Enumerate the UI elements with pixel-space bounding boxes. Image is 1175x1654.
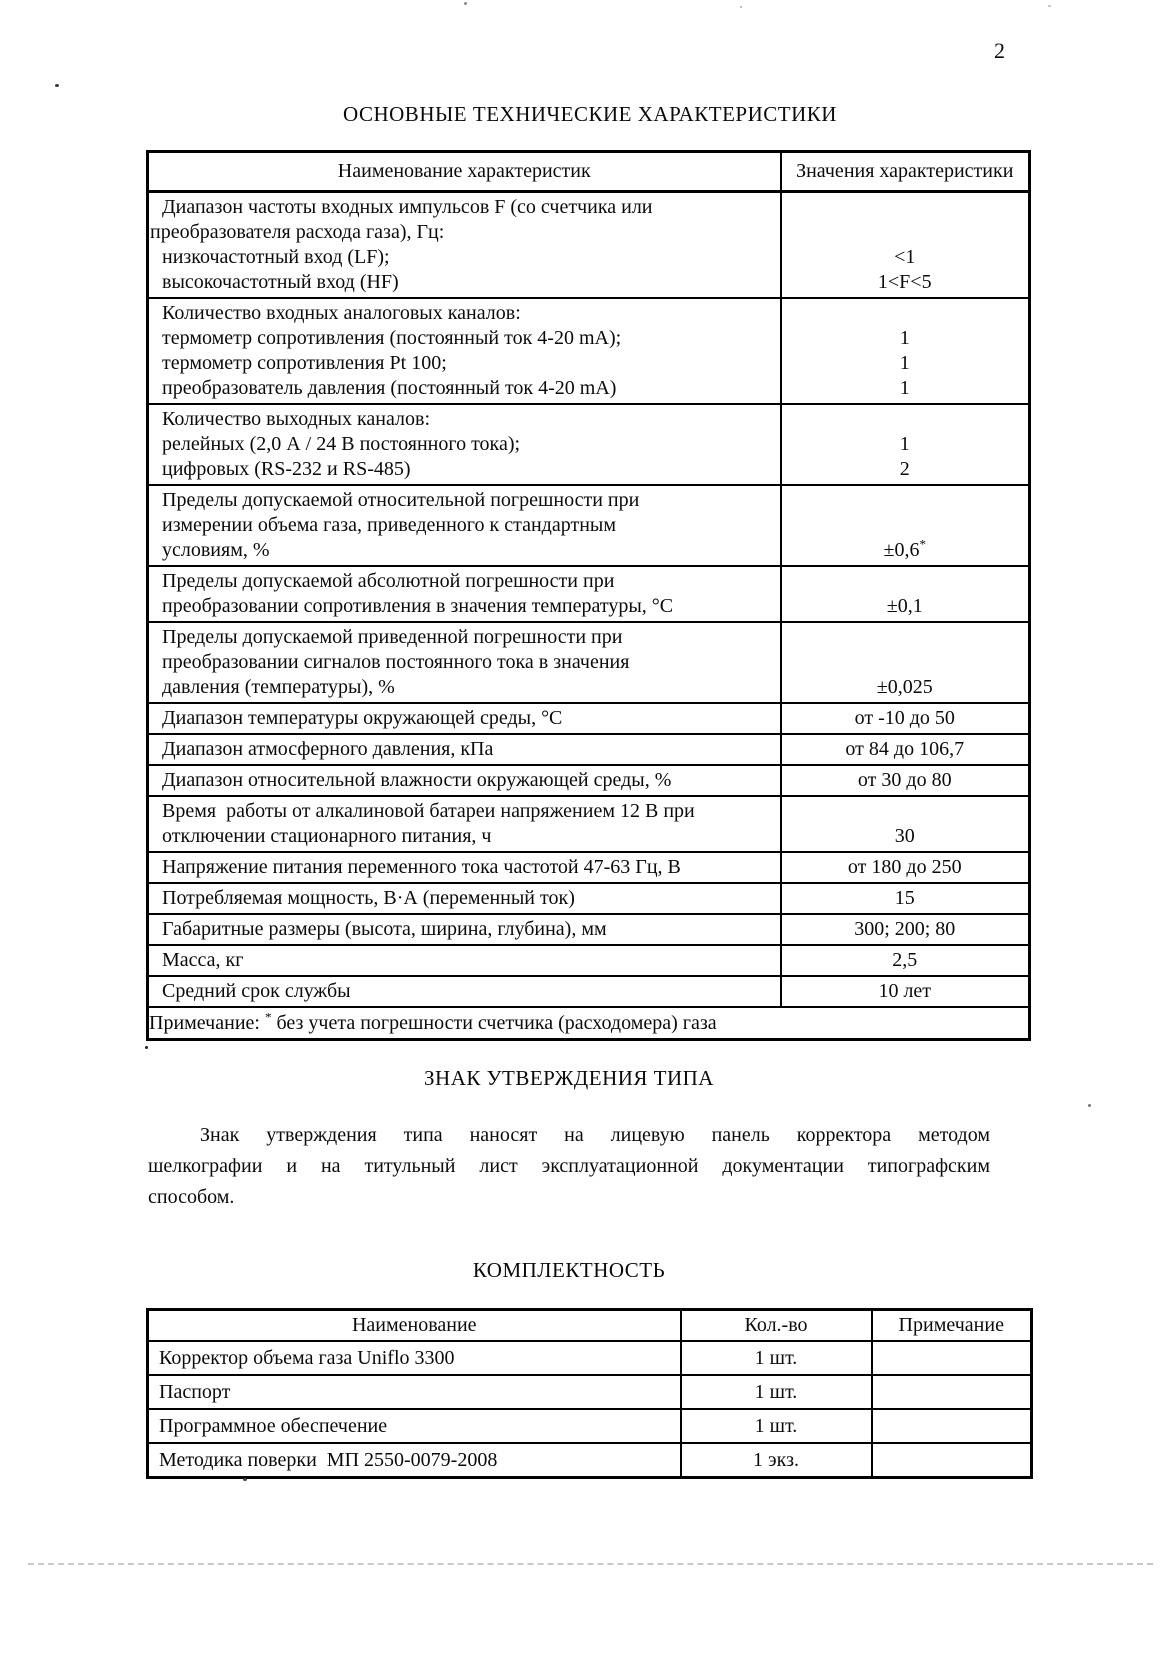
characteristics-table-row	[148, 485, 1030, 566]
characteristics-table-row	[148, 404, 1030, 485]
completeness-header-qty: Кол.-во	[681, 1310, 872, 1342]
characteristic-value-cell	[781, 914, 1030, 945]
characteristics-note-cell: Примечание: * без учета погрешности счетчика (расходомера) газа	[148, 1007, 1030, 1040]
characteristics-table-row	[148, 883, 1030, 914]
completeness-table-row	[148, 1375, 1032, 1409]
characteristic-value-line	[782, 513, 1029, 538]
characteristic-name-line: термометр сопротивления (постоянный ток 4-20 mA);	[162, 327, 622, 349]
characteristic-value-cell	[781, 703, 1030, 734]
characteristics-table-row	[148, 734, 1030, 765]
scan-artifact-dot	[740, 6, 742, 8]
characteristics-header-name: Наименование характеристик	[148, 152, 781, 192]
characteristic-value-line: 1	[899, 352, 910, 374]
characteristic-value-cell	[781, 976, 1030, 1007]
characteristic-name-line: термометр сопротивления Pt 100;	[162, 352, 447, 374]
characteristic-value-line: ±0,6*	[883, 536, 926, 561]
completeness-header-name: Наименование	[148, 1310, 681, 1342]
characteristic-name-cell	[148, 796, 781, 852]
characteristic-value-line: 10 лет	[878, 980, 932, 1002]
characteristic-name-line: преобразовании сопротивления в значения температуры, °С	[162, 595, 674, 617]
characteristic-value-line: 1	[899, 433, 910, 455]
footnote-asterisk: *	[264, 1009, 272, 1025]
characteristic-value-line: <1	[894, 246, 916, 268]
characteristics-table-row	[148, 765, 1030, 796]
characteristic-name-cell	[148, 622, 781, 703]
characteristic-name-cell	[148, 703, 781, 734]
item-note-cell	[872, 1341, 1032, 1375]
characteristics-table-row	[148, 796, 1030, 852]
scan-artifact-bottom-line	[28, 1563, 1153, 1565]
characteristic-value-line	[782, 407, 1029, 432]
item-qty-cell: 1 шт.	[681, 1375, 872, 1409]
completeness-header-note: Примечание	[872, 1310, 1032, 1342]
characteristic-name-cell	[148, 945, 781, 976]
characteristic-name-cell	[148, 914, 781, 945]
characteristics-table-row	[148, 192, 1030, 299]
item-note-cell	[872, 1375, 1032, 1409]
characteristic-value-cell	[781, 852, 1030, 883]
section-title-main-characteristics: ОСНОВНЫЕ ТЕХНИЧЕСКИЕ ХАРАКТЕРИСТИКИ	[343, 102, 837, 126]
characteristic-name-line: измерении объема газа, приведенного к стандартным	[162, 514, 616, 536]
characteristic-value-cell	[781, 485, 1030, 566]
characteristic-value-line: 1<F<5	[877, 271, 932, 293]
item-name-cell: Методика поверки МП 2550-0079-2008	[148, 1443, 681, 1478]
characteristic-name-line: Диапазон температуры окружающей среды, °С	[162, 707, 563, 729]
characteristic-name-line: Напряжение питания переменного тока частотой 47-63 Гц, В	[162, 856, 681, 878]
characteristic-name-line: Масса, кг	[162, 949, 244, 971]
characteristic-value-cell	[781, 734, 1030, 765]
characteristic-value-line	[782, 301, 1029, 326]
scan-artifact-dot	[1048, 5, 1051, 7]
characteristic-value-line	[782, 650, 1029, 675]
characteristic-name-line: Количество выходных каналов:	[162, 408, 431, 430]
item-qty-cell: 1 шт.	[681, 1409, 872, 1443]
completeness-table-row	[148, 1409, 1032, 1443]
characteristic-value-cell	[781, 765, 1030, 796]
characteristics-table	[146, 150, 1031, 1041]
item-note-cell	[872, 1443, 1032, 1478]
characteristic-value-line	[782, 220, 1029, 245]
scan-artifact-dot	[55, 84, 59, 87]
characteristic-value-line: 15	[894, 887, 915, 909]
characteristic-value-line: 300; 200; 80	[854, 918, 956, 940]
characteristics-table-row	[148, 976, 1030, 1007]
characteristic-value-line: ±0,025	[876, 676, 933, 698]
page-number: 2	[994, 38, 1005, 63]
characteristics-table-row	[148, 945, 1030, 976]
characteristic-name-cell	[148, 566, 781, 622]
characteristics-table-row	[148, 298, 1030, 404]
characteristic-value-line: 30	[894, 825, 915, 847]
characteristic-name-cell	[148, 404, 781, 485]
completeness-table-row	[148, 1443, 1032, 1478]
item-qty-cell: 1 экз.	[681, 1443, 872, 1478]
characteristics-table-row	[148, 914, 1030, 945]
characteristic-name-line: Время работы от алкалиновой батареи напряжением 12 В при	[162, 800, 695, 822]
characteristic-name-cell	[148, 883, 781, 914]
characteristics-table-row	[148, 703, 1030, 734]
paragraph-line: Знак утверждения типа наносят на лицевую панель корректора методом	[200, 1124, 990, 1146]
characteristic-value-line: 1	[899, 377, 910, 399]
paragraph-line: способом.	[148, 1186, 235, 1208]
characteristic-value-line: 2,5	[892, 949, 918, 971]
characteristic-value-line	[782, 625, 1029, 650]
characteristic-name-line: преобразователя расхода газа), Гц:	[150, 221, 445, 243]
characteristic-name-line: преобразовании сигналов постоянного тока в значения	[162, 651, 630, 673]
section-title-type-approval-mark: ЗНАК УТВЕРЖДЕНИЯ ТИПА	[424, 1066, 714, 1090]
characteristic-name-cell	[148, 192, 781, 299]
characteristic-name-cell	[148, 298, 781, 404]
characteristic-value-line	[782, 195, 1029, 220]
characteristic-name-line: Габаритные размеры (высота, ширина, глубина), мм	[162, 918, 607, 940]
characteristic-value-line	[782, 488, 1029, 513]
characteristic-value-line: от 30 до 80	[857, 769, 952, 791]
characteristic-value-cell	[781, 796, 1030, 852]
characteristic-value-line: 2	[899, 458, 910, 480]
characteristic-name-line: высокочастотный вход (HF)	[162, 271, 399, 293]
paragraph-line: шелкографии и на титульный лист эксплуатационной документации типографским	[148, 1155, 990, 1177]
characteristics-table-row	[148, 566, 1030, 622]
completeness-table	[146, 1308, 1033, 1479]
characteristic-value-line	[782, 569, 1029, 594]
characteristic-value-line	[782, 799, 1029, 824]
characteristic-value-line: от 180 до 250	[847, 856, 962, 878]
characteristic-name-line: Потребляемая мощность, В·А (переменный ток)	[162, 887, 575, 909]
characteristic-value-line: от 84 до 106,7	[845, 738, 965, 760]
characteristic-value-line: от -10 до 50	[854, 707, 955, 729]
characteristic-value-line: 1	[899, 327, 910, 349]
characteristics-table-header-row	[148, 152, 1030, 192]
characteristic-name-cell	[148, 976, 781, 1007]
characteristic-name-cell	[148, 485, 781, 566]
characteristics-note-row	[148, 1007, 1030, 1040]
item-qty-cell: 1 шт.	[681, 1341, 872, 1375]
item-name-cell: Корректор объема газа Uniflo 3300	[148, 1341, 681, 1375]
characteristic-name-line: низкочастотный вход (LF);	[162, 246, 390, 268]
item-note-cell	[872, 1409, 1032, 1443]
item-name-cell: Программное обеспечение	[148, 1409, 681, 1443]
characteristic-name-line: цифровых (RS-232 и RS-485)	[162, 458, 411, 480]
characteristic-name-line: Пределы допускаемой относительной погрешности при	[162, 489, 640, 511]
completeness-table-row	[148, 1341, 1032, 1375]
characteristic-value-cell	[781, 298, 1030, 404]
characteristic-name-line: давления (температуры), %	[162, 676, 395, 698]
characteristic-name-line: преобразователь давления (постоянный ток 4-20 mA)	[162, 377, 617, 399]
characteristic-name-line: Пределы допускаемой приведенной погрешности при	[162, 626, 623, 648]
characteristic-value-cell	[781, 192, 1030, 299]
characteristic-name-line: Диапазон относительной влажности окружающей среды, %	[162, 769, 672, 791]
characteristic-name-line: отключении стационарного питания, ч	[162, 825, 492, 847]
characteristic-value-cell	[781, 883, 1030, 914]
characteristic-name-cell	[148, 734, 781, 765]
section-title-completeness: КОМПЛЕКТНОСТЬ	[472, 1258, 666, 1282]
characteristic-name-line: Диапазон частоты входных импульсов F (со счетчика или	[162, 196, 653, 218]
characteristic-value-cell	[781, 945, 1030, 976]
completeness-table-header-row	[148, 1310, 1032, 1342]
characteristics-header-value: Значения характеристики	[781, 152, 1030, 192]
characteristic-name-cell	[148, 852, 781, 883]
characteristic-value-cell	[781, 404, 1030, 485]
characteristic-name-line: релейных (2,0 А / 24 В постоянного тока);	[162, 433, 521, 455]
characteristic-value-cell	[781, 566, 1030, 622]
characteristics-table-row	[148, 622, 1030, 703]
characteristic-value-cell	[781, 622, 1030, 703]
characteristic-name-line: Пределы допускаемой абсолютной погрешности при	[162, 570, 615, 592]
scan-artifact-dot	[1088, 1104, 1091, 1107]
characteristic-name-line: Количество входных аналоговых каналов:	[162, 302, 521, 324]
characteristic-name-cell	[148, 765, 781, 796]
scan-artifact-dot	[464, 2, 467, 5]
characteristic-name-line: Диапазон атмосферного давления, кПа	[162, 738, 494, 760]
scan-artifact-dot	[243, 1478, 247, 1481]
characteristics-table-row	[148, 852, 1030, 883]
scan-artifact-dot	[145, 1046, 148, 1049]
characteristic-name-line: Средний срок службы	[162, 980, 351, 1002]
characteristic-name-line: условиям, %	[162, 539, 270, 561]
item-name-cell: Паспорт	[148, 1375, 681, 1409]
footnote-asterisk: *	[919, 536, 926, 552]
characteristic-value-line: ±0,1	[886, 595, 923, 617]
type-approval-paragraph	[148, 1120, 990, 1213]
